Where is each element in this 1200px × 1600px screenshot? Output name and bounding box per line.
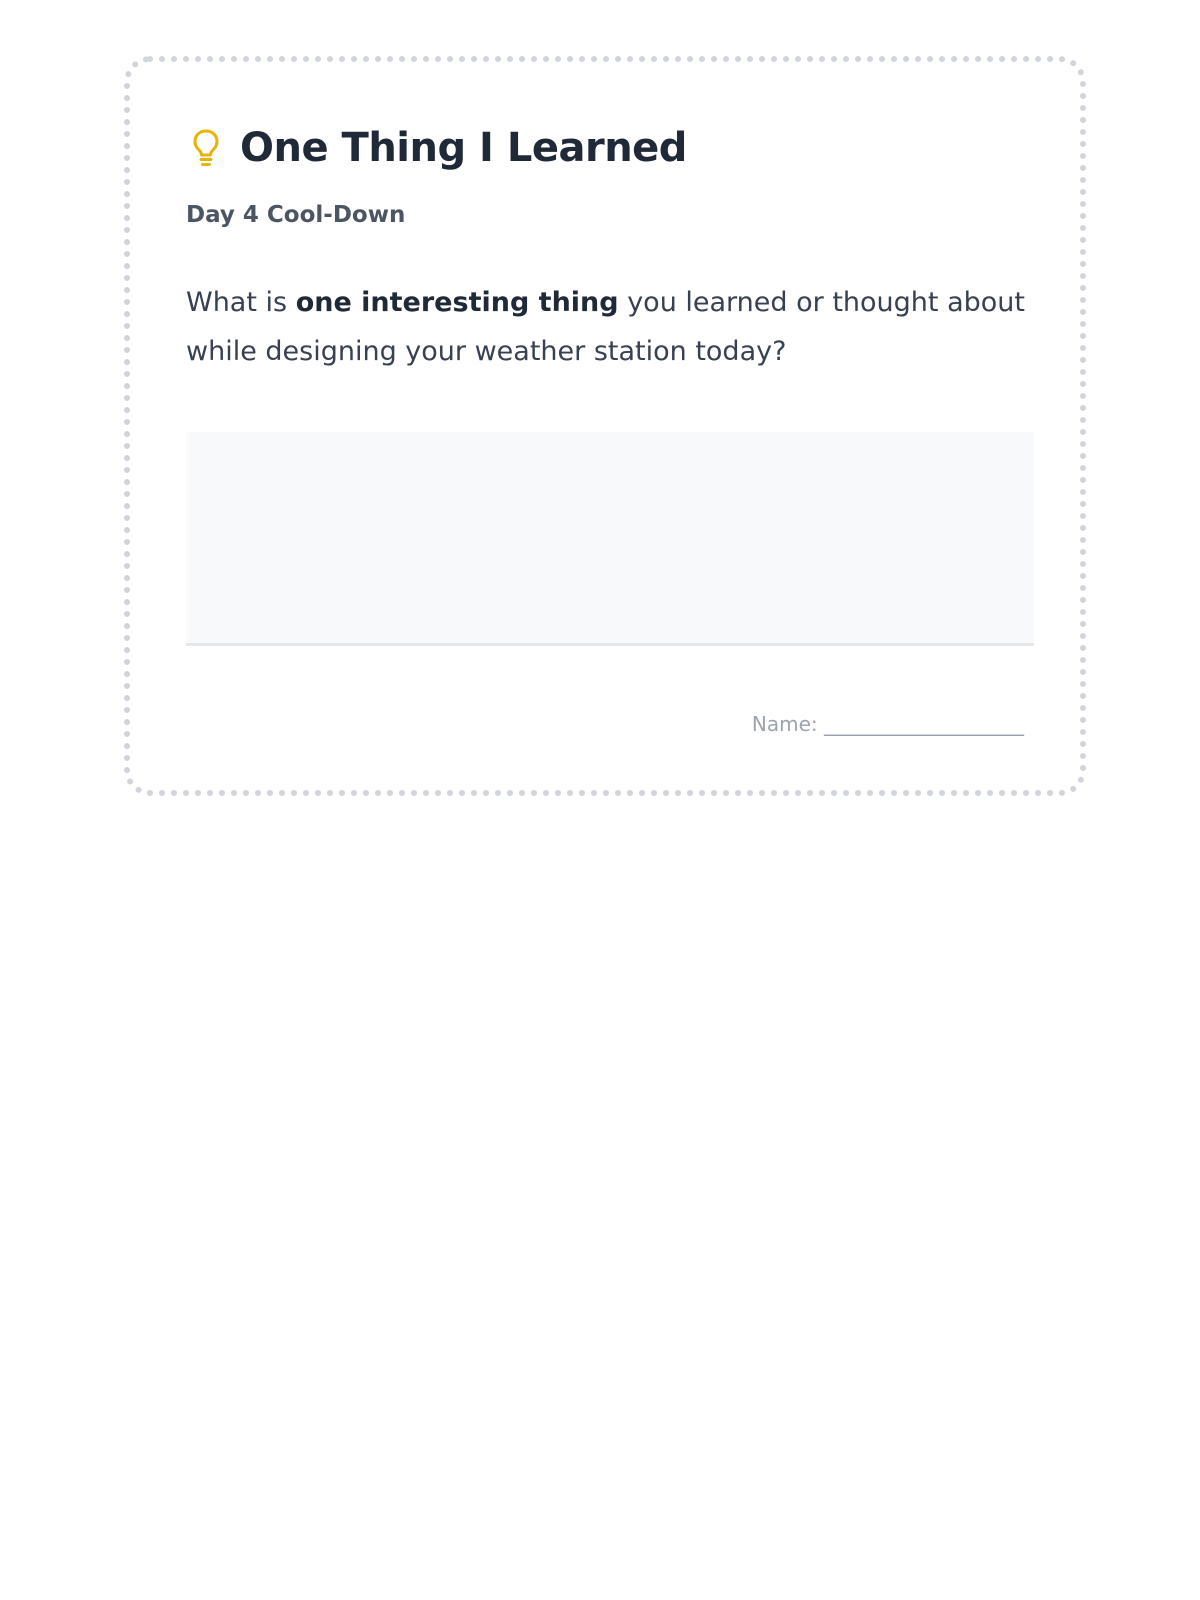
lightbulb-icon (186, 124, 226, 172)
prompt-emphasis: one interesting thing (295, 287, 619, 318)
prompt-text-end: you learned or thought about while designing your weather station today? (186, 287, 1025, 367)
title-row (186, 120, 687, 176)
page-title: One Thing I Learned (240, 125, 687, 171)
subtitle: Day 4 Cool-Down (186, 202, 406, 228)
answer-textarea[interactable] (186, 432, 1034, 646)
cool-down-card (124, 56, 1086, 796)
question-prompt (186, 278, 1046, 376)
name-field[interactable]: Name: ____________________ (751, 712, 1024, 736)
prompt-text-start: What is (186, 287, 296, 318)
